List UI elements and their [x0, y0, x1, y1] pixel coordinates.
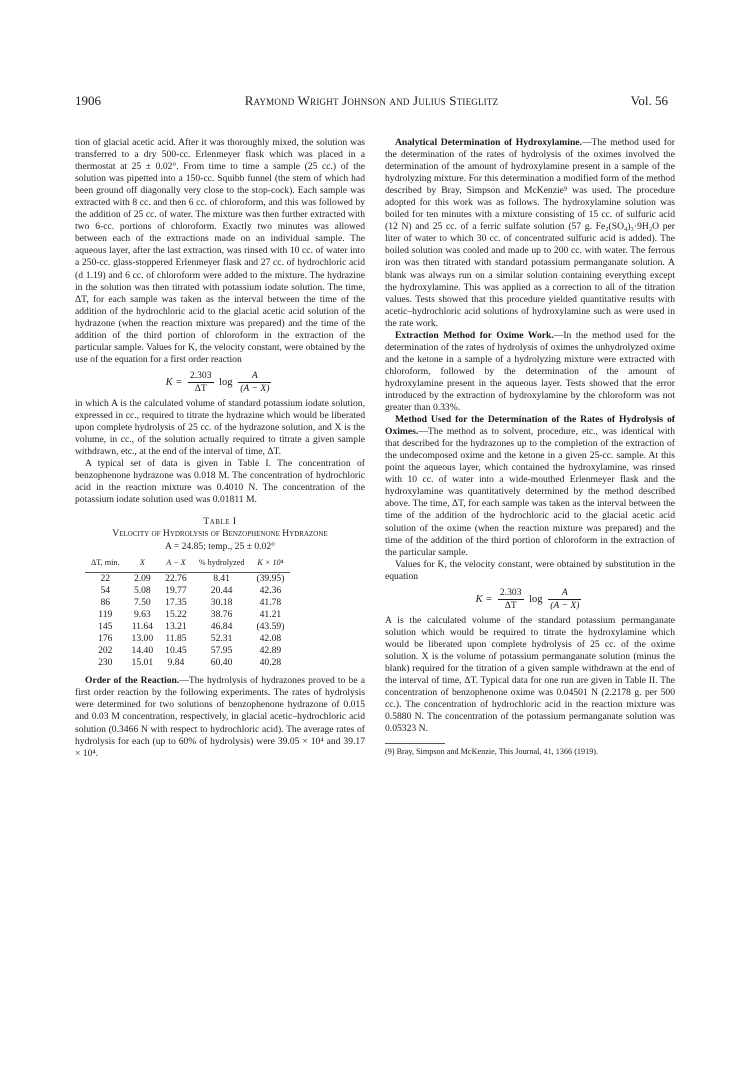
table-header-row: [85, 557, 290, 573]
equation-lhs: K =: [475, 593, 493, 605]
right-paragraph-1: [385, 137, 675, 330]
equation-lhs: K =: [165, 376, 183, 388]
coefficient-numerator: 2.303: [498, 587, 524, 600]
table-cell: 41.78: [259, 596, 282, 608]
table-header-cell: A − X: [166, 557, 186, 567]
table-body: [85, 572, 290, 669]
table-row: [85, 657, 290, 669]
table-cell: 46.84: [210, 620, 233, 632]
table-cell: 57.95: [210, 645, 233, 657]
table-cell: 52.31: [210, 633, 233, 645]
left-column: [75, 137, 365, 760]
table-cell: 11.64: [131, 620, 153, 632]
right-paragraph-2: [385, 330, 675, 414]
table-cell: 176: [98, 633, 113, 645]
table-header-cell: ΔT, min.: [91, 557, 120, 567]
table-cell: 14.40: [131, 645, 154, 657]
table-row: [85, 597, 290, 609]
oxime-equation: [385, 587, 675, 612]
equation-log-fraction: [548, 587, 581, 612]
table-cell: (39.95): [256, 572, 285, 584]
left-paragraph-3: A typical set of data is given in Table I. The concentration of benzophenone hydrazone was 0.018 M. The concentration of hydrochloric acid in the reaction mixture was 0.4010 N. The concentration of the potassium iodate solution used was 0.01811 M.: [75, 458, 365, 506]
table-cell: 17.35: [165, 596, 187, 608]
table-cell: 30.18: [210, 596, 233, 608]
page-number: 1906: [75, 93, 101, 108]
table-row: [85, 585, 290, 597]
right-paragraph-5: A is the calculated volume of the standard potassium permanganate solution which would be required to titrate the hydroxylamine which would be liberated upon complete hydrolysis of 25 cc. of the oxime solution. X is the volume of potassium permanganate solution (minus the blank) required for the titration of a given sample withdrawn at the end of the interval of time, ΔT. Typical data for one run are given in Table II. The concentration of benzophenone oxime was 0.04501 N (2.2178 g. per 500 cc.). The concentration of hydrochloric acid in the reaction mixture was 0.5880 N. The concentration of the potassium permanganate solution was 0.05323 N.: [385, 614, 675, 735]
table-cell: 54: [100, 584, 111, 596]
table-cell: 42.89: [259, 645, 282, 657]
coefficient-numerator: 2.303: [188, 370, 214, 383]
table-cell: 202: [98, 645, 113, 657]
table-cell: 42.08: [259, 633, 282, 645]
table-label: Table I: [203, 516, 237, 528]
table-params: A = 24.85; temp., 25 ± 0.02°: [165, 540, 275, 552]
log-operator: log: [219, 376, 233, 388]
table-cell: 145: [98, 620, 113, 632]
table-cell: 86: [100, 596, 111, 608]
table-cell: 40.28: [259, 657, 282, 669]
equation-coefficient: [188, 370, 214, 395]
table-cell: 10.45: [165, 645, 187, 657]
method-heading: Method Used for the Determination of the Rates of Hydrolysis of Oximes.: [385, 414, 675, 438]
log-operator: log: [529, 593, 543, 605]
log-numerator: A: [548, 587, 581, 600]
table-cell: 15.22: [165, 608, 187, 620]
table-cell: 2.09: [133, 572, 151, 584]
table-row: [85, 572, 290, 585]
equation-log-fraction: [238, 370, 271, 395]
table-cell: 22: [100, 572, 111, 584]
running-title: Raymond Wright Johnson and Julius Stieglitz: [244, 93, 499, 108]
order-heading: Order of the Reaction.: [85, 675, 180, 687]
table-header-cell: K × 10⁴: [257, 557, 284, 567]
table-cell: 9.63: [133, 608, 151, 620]
table-cell: 11.85: [165, 633, 187, 645]
table-cell: 60.40: [210, 657, 233, 669]
analytical-body: —The method used for the determination of the rates of hydrolysis of the oximes involved the determination of the amount of hydroxylamine present in a sample of the hydrolyzing mixture. For this determination a modified form of the method described by Bray, Simpson and McKenzie⁹ was used. The procedure adopted for this work was as follows. The hydroxylamine solution was boiled for ten minutes with a mixture consisting of 15 cc. of sulfuric acid (12 N) and 25 cc. of a ferric sulfate solution (57 g. Fe₂(SO₄)₃·9H₂O per liter of water to which 30 cc. of concentrated sulfuric acid is added). The boiled solution was cooled and made up to 200 cc. with water. The ferrous iron was then titrated with standard potassium permanganate solution. A blank was always run on a similar solution containing everything except the hydroxylamine. This was applied as a correction to all of the titration values. Tests showed that this procedure yielded quantitative results with acetic–hydrochloric acid solutions of hydroxylamine such as were used in the rate work.: [385, 137, 675, 329]
equation-coefficient: [498, 587, 524, 612]
right-paragraph-3: [385, 414, 675, 559]
table-cell: 41.21: [259, 608, 282, 620]
table-cell: 13.00: [131, 633, 154, 645]
table-title: Velocity of Hydrolysis of Benzophenone Hydrazone: [112, 528, 328, 540]
table-cell: 9.84: [167, 657, 185, 669]
table-cell: 20.44: [210, 584, 233, 596]
extraction-body: —In the method used for the determination of the rates of hydrolysis of oximes the unhydrolyzed oxime and the ketone in a sample of a hydrolyzing mixture were extracted with chloroform, followed by the determination of the amount of hydroxylamine present in the aqueous layer. Tests showed that the error introduced by the extraction of hydroxylamine by the chloroform was not greater than 0.33%.: [385, 329, 675, 414]
left-paragraph-2: in which A is the calculated volume of standard potassium iodate solution, expressed in cc., required to titrate the hydrazine which would be liberated upon complete hydrolysis of 25 cc. of the hydrazone solution, and X is the volume, in cc., of the solution actually required to titrate a given sample withdrawn, etc., at the end of the interval of time, ΔT.: [75, 397, 365, 458]
table-cell: 7.50: [133, 596, 151, 608]
log-denominator: (A − X): [550, 599, 580, 611]
table-cell: 38.76: [210, 608, 233, 620]
footnote-divider: [385, 743, 445, 744]
right-column: [385, 137, 675, 757]
table-row: [85, 645, 290, 657]
first-order-equation: [75, 370, 365, 395]
table-cell: (43.59): [256, 620, 285, 632]
table-row: [85, 633, 290, 645]
extraction-heading: Extraction Method for Oxime Work.: [395, 329, 554, 341]
table-row: [85, 609, 290, 621]
left-paragraph-4: [75, 675, 365, 759]
coefficient-denominator: ΔT: [194, 382, 207, 394]
table-1: [85, 557, 290, 670]
table-cell: 22.76: [165, 572, 187, 584]
volume-label: Vol. 56: [630, 93, 668, 108]
table-cell: 230: [98, 657, 113, 669]
table-cell: 15.01: [131, 657, 154, 669]
analytical-heading: Analytical Determination of Hydroxylamine.: [395, 137, 582, 148]
table-cell: 19.77: [165, 584, 187, 596]
table-header-cell: X: [139, 557, 145, 567]
table-cell: 8.41: [213, 572, 230, 584]
footnote: (9) Bray, Simpson and McKenzie, This Journal, 41, 1366 (1919).: [385, 747, 599, 757]
coefficient-denominator: ΔT: [504, 599, 517, 611]
right-paragraph-4: Values for K, the velocity constant, were obtained by substitution in the equation: [385, 558, 675, 582]
table-cell: 119: [98, 608, 113, 620]
log-numerator: A: [238, 370, 271, 383]
table-cell: 13.21: [165, 620, 187, 632]
page-header: [75, 93, 668, 111]
table-cell: 5.08: [133, 584, 151, 596]
table-header-cell: % hydrolyzed: [198, 557, 245, 567]
table-cell: 42.36: [259, 584, 282, 596]
log-denominator: (A − X): [240, 382, 270, 394]
order-body: —The hydrolysis of hydrazones proved to be a first order reaction by the following experiments. The rates of hydrolysis were determined for two solutions of benzophenone hydrazone of 0.015 and 0.03 M concentration, respectively, in glacial acetic–hydrochloric acid solution (0.3466 N with respect to hydrochloric acid). The average rates of hydrolysis for each (up to 60% of hydrolysis) were 39.05 × 10⁴ and 39.17 × 10⁴.: [75, 675, 365, 759]
method-body: —The method as to solvent, procedure, etc., was identical with that described for the hydrazones up to the completion of the extraction of the undecomposed oxime and the ketone in a given 25-cc. sample. At this point the aqueous layer, which contained the hydroxylamine, was rinsed with 10 cc. of water into a wide-mouthed Erlenmeyer flask and the hydroxylamine was quantitatively determined by the method described above. The time, ΔT, for each sample was taken as the interval between the time of the addition of the hydrochloric acid to the glacial acetic acid solution of the oxime (when the reaction mixture was prepared) and the time of the addition of the third portion of chloroform in the extraction of the particular sample.: [385, 426, 675, 558]
left-paragraph-1: tion of glacial acetic acid. After it was thoroughly mixed, the solution was transferred to a dry 500-cc. Erlenmeyer flask which was placed in a thermostat at 25 ± 0.02°. From time to time a sample (25 cc.) of the solution was pipetted into a 150-cc. Squibb funnel (the stem of which had been ground off diagonally very close to the stop-cock). Each sample was extracted with 8 cc. and then 6 cc. of chloroform, and this was followed by the addition of 25 cc. of water. The mixture was then further extracted with two 6-cc. portions of chloroform. Exactly two minutes was allowed between each of the extractions made on an individual sample. The aqueous layer, after the last extraction, was rinsed with 10 cc. of water into a 250-cc. glass-stoppered Erlenmeyer flask and 27 cc. of hydrochloric acid (d 1.19) and 6 cc. of chloroform were added to the mixture. The hydrazine in the solution was then titrated with potassium iodate solution. The time, ΔT, for each sample was taken as the interval between the time of the addition of the hydrochloric acid to the glacial acetic acid solution of the hydrazone (when the reaction mixture was prepared) and the time of the addition of the third portion of chloroform in the extraction of the particular sample. Values for K, the velocity constant, were obtained by the use of the equation for a first order reaction: [75, 137, 365, 365]
table-row: [85, 621, 290, 633]
